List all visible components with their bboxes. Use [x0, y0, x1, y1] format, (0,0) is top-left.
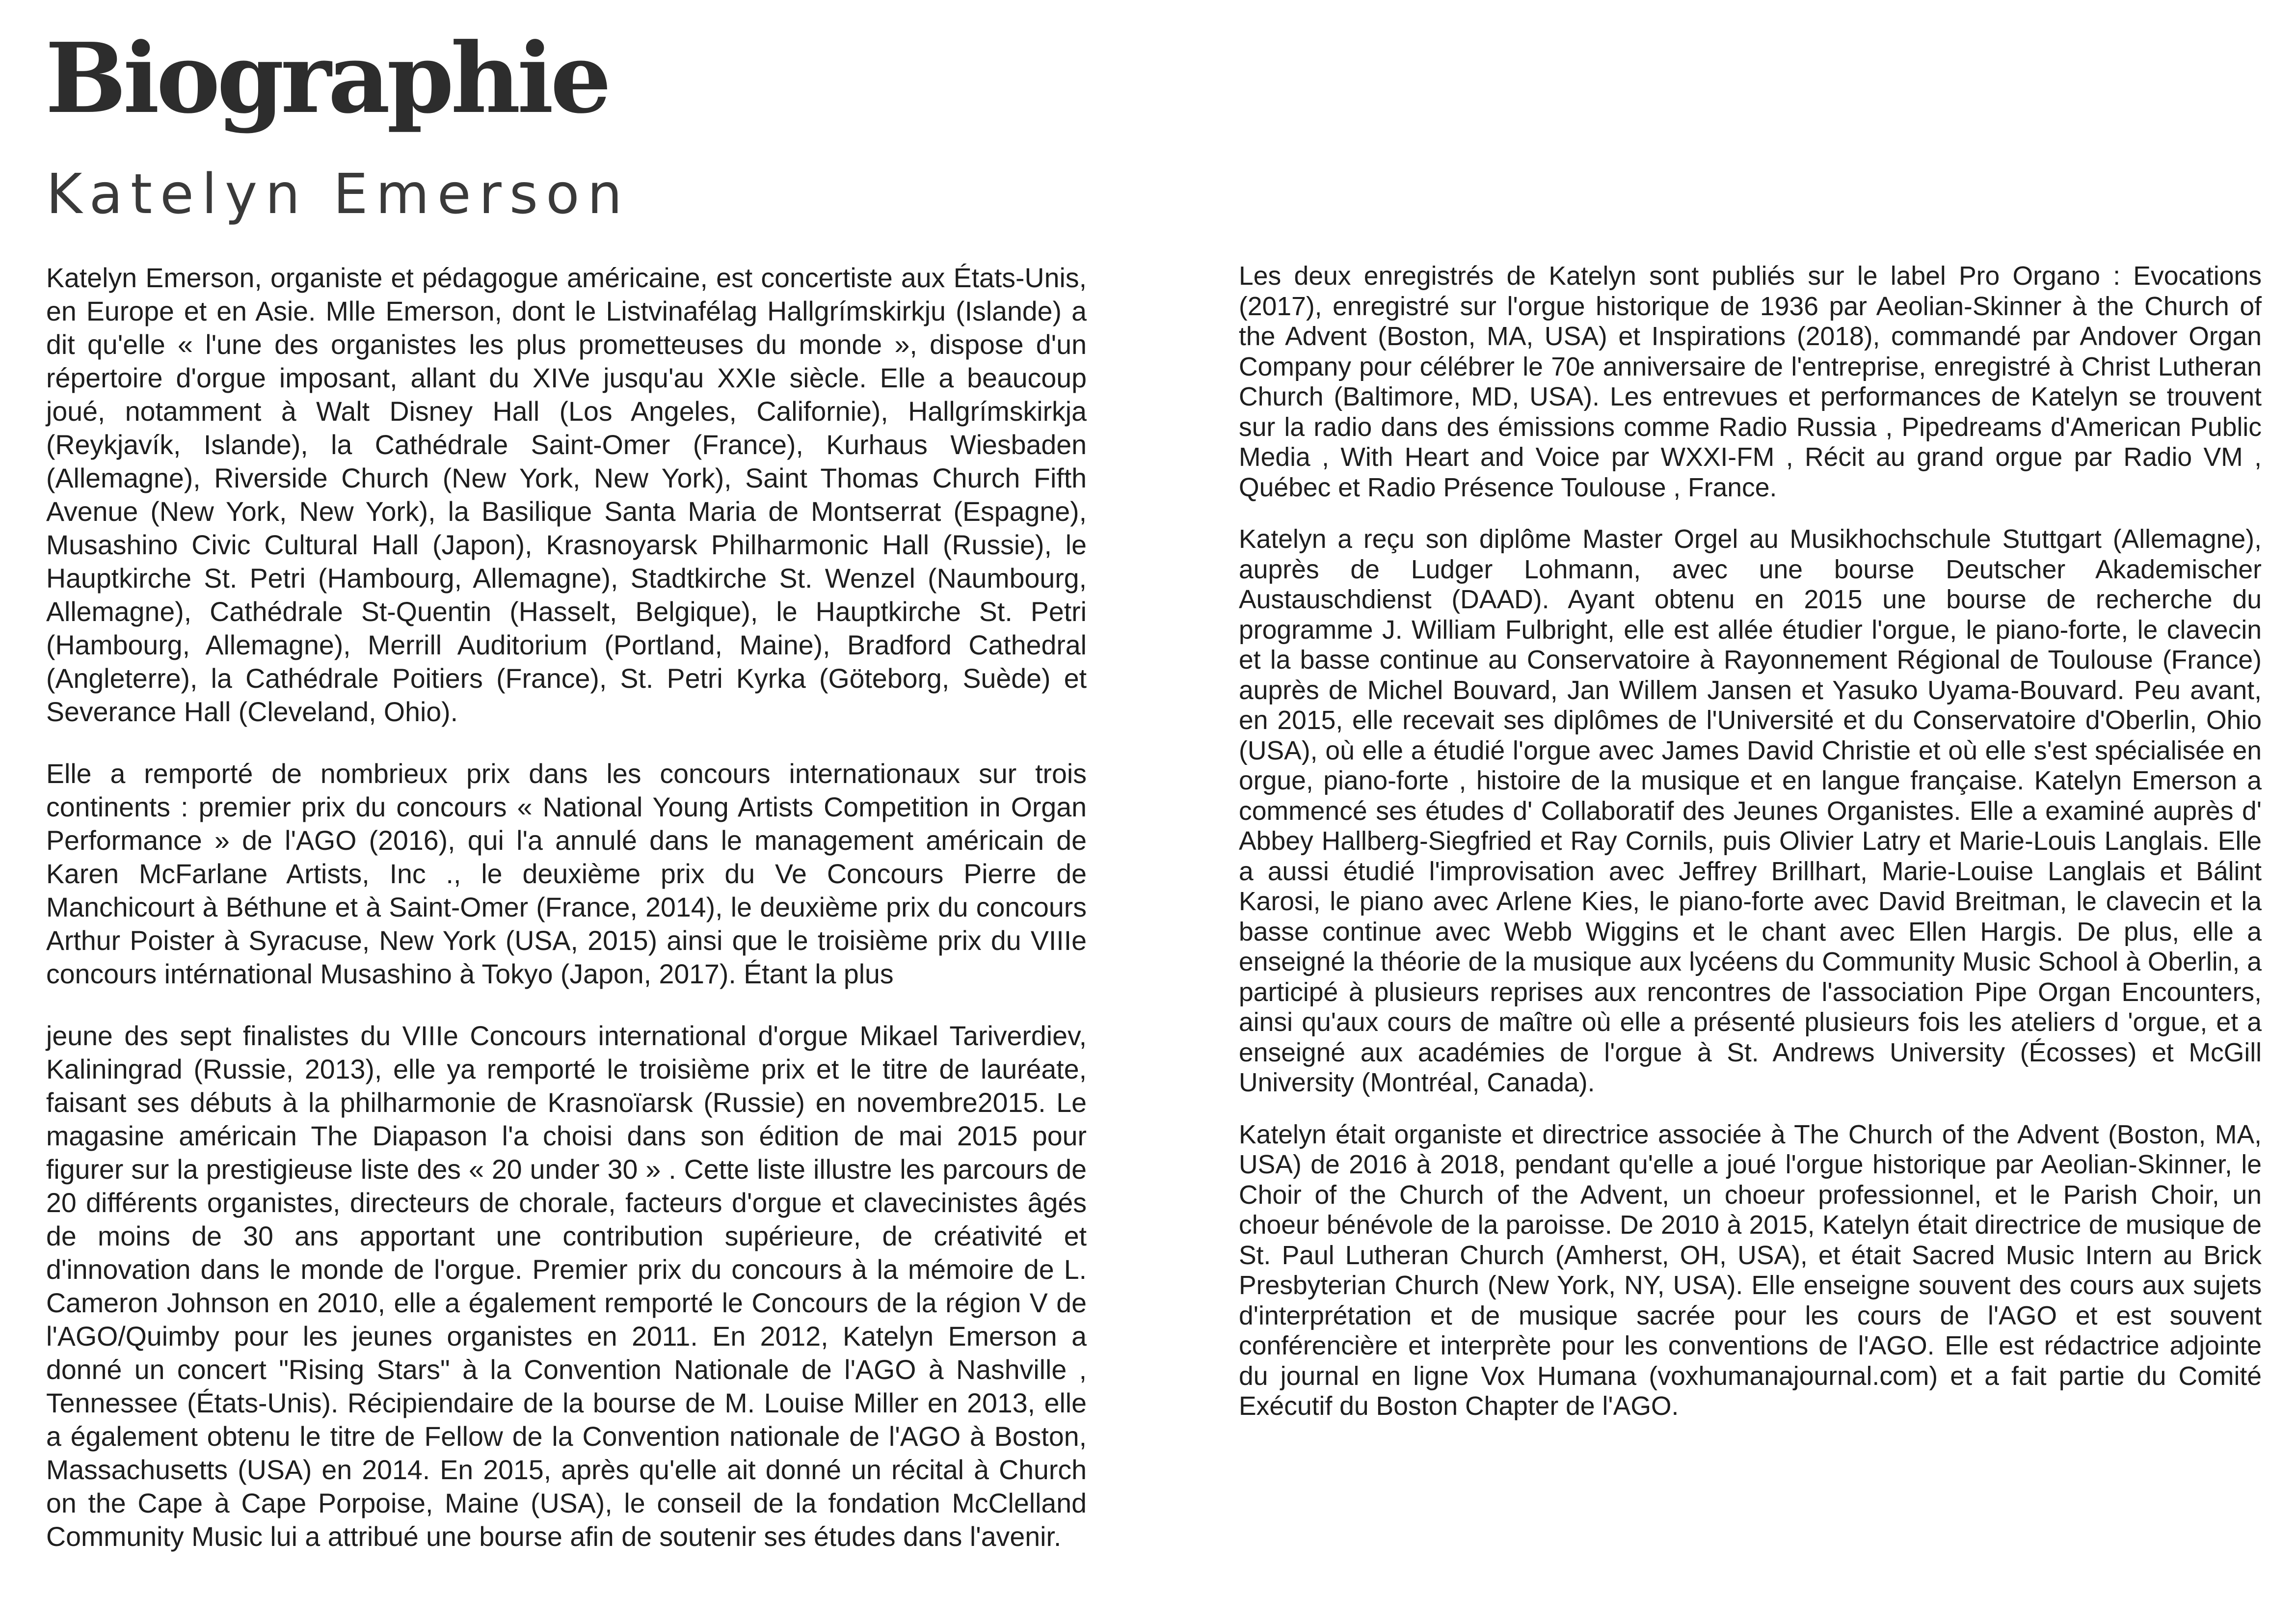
page-title: Biographie	[45, 22, 608, 135]
right-column	[1239, 261, 2262, 1443]
biography-paragraph: jeune des sept finalistes du VIIIe Concours international d'orgue Mikael Tariverdiev, Kaliningrad (Russie, 2013), elle ya remporté le troisième prix et le titre de lauréate, faisant ses débuts à la philharmonie de Krasnoïarsk (Russie) en novembre2015. Le magasine américain The Diapason l'a choisi dans son édition de mai 2015 pour figurer sur la prestigieuse liste des « 20 under 30 » . Cette liste illustre les parcours de 20 différents organistes, directeurs de chorale, facteurs d'orgue et clavecinistes âgés de moins de 30 ans apportant une contribution supérieure, de créativité et d'innovation dans le monde de l'orgue. Premier prix du concours à la mémoire de L. Cameron Johnson en 2010, elle a également remporté le Concours de la région V de l'AGO/Quimby pour les jeunes organistes en 2011. En 2012, Katelyn Emerson a donné un concert "Rising Stars" à la Convention Nationale de l'AGO à Nashville , Tennessee (États-Unis). Récipiendaire de la bourse de M. Louise Miller en 2013, elle a également obtenu le titre de Fellow de la Convention nationale de l'AGO à Boston, Massachusetts (USA) en 2014. En 2015, après qu'elle ait donné un récital à Church on the Cape à Cape Porpoise, Maine (USA), le conseil de la fondation McClelland Community Music lui a attribué une bourse afin de soutenir ses études dans l'avenir.	[46, 1021, 1087, 1552]
biography-paragraph: Elle a remporté de nombrieux prix dans les concours internationaux sur trois continents : premier prix du concours « National Young Artists Competition in Organ Performance » de l'AGO (2016), qui l'a annulé dans le management américain de Karen McFarlane Artists, Inc ., le deuxième prix du Ve Concours Pierre de Manchicourt à Béthune et à Saint-Omer (France, 2014), le deuxième prix du concours Arthur Poister à Syracuse, New York (USA, 2015) ainsi que le troisième prix du VIIIe concours intérnational Musashino à Tokyo (Japon, 2017). Étant la plus	[46, 758, 1087, 989]
left-column	[46, 261, 1087, 1582]
biography-paragraph: Katelyn a reçu son diplôme Master Orgel au Musikhochschule Stuttgart (Allemagne), auprès de Ludger Lohmann, avec une bourse Deutscher Akademischer Austauschdienst (DAAD). Ayant obtenu en 2015 une bourse de recherche du programme J. William Fulbright, elle est allée étudier l'orgue, le piano-forte, le clavecin et la basse continue au Conservatoire à Rayonnement Régional de Toulouse (France) auprès de Michel Bouvard, Jan Willem Jansen et Yasuko Uyama-Bouvard. Peu avant, en 2015, elle recevait ses diplômes de l'Université et du Conservatoire d'Oberlin, Ohio (USA), où elle a étudié l'orgue avec James David Christie et où elle s'est spécialisée en orgue, piano-forte , histoire de la musique et en langue française. Katelyn Emerson a commencé ses études d' Collaboratif des Jeunes Organistes. Elle a examiné auprès d' Abbey Hallberg-Siegfried et Ray Cornils, puis Olivier Latry et Marie-Louis Langlais. Elle a aussi étudié l'improvisation avec Jeffrey Brillhart, Marie-Louise Langlais et Bálint Karosi, le piano avec Arlene Kies, le piano-forte avec David Breitman, le clavecin et la basse continue avec Webb Wiggins et le chant avec Ellen Hargis. De plus, elle a enseigné la théorie de la musique aux lycéens du Community Music School à Oberlin, a participé à plusieurs reprises aux rencontres de l'association Pipe Organ Encounters, ainsi qu'aux cours de maître où elle a présenté plusieurs fois les ateliers d 'orgue, et a enseigné aux académies de l'orgue à St. Andrews University (Écosses) et McGill University (Montréal, Canada).	[1239, 525, 2262, 1097]
biography-paragraph: Katelyn Emerson, organiste et pédagogue américaine, est concertiste aux États-Unis, en Europe et en Asie. Mlle Emerson, dont le Listvinafélag Hallgrímskirkju (Islande) a dit qu'elle « l'une des organistes les plus prometteuses du monde », dispose d'un répertoire d'orgue imposant, allant du XIVe jusqu'au XXIe siècle. Elle a beaucoup joué, notamment à Walt Disney Hall (Los Angeles, Californie), Hallgrímskirkja (Reykjavík, Islande), la Cathédrale Saint-Omer (France), Kurhaus Wiesbaden (Allemagne), Riverside Church (New York, New York), Saint Thomas Church Fifth Avenue (New York, New York), la Basilique Santa Maria de Montserrat (Espagne), Musashino Civic Cultural Hall (Japon), Krasnoyarsk Philharmonic Hall (Russie), le Hauptkirche St. Petri (Hambourg, Allemagne), Stadtkirche St. Wenzel (Naumbourg, Allemagne), Cathédrale St-Quentin (Hasselt, Belgique), le Hauptkirche St. Petri (Hambourg, Allemagne), Merrill Auditorium (Portland, Maine), Bradford Cathedral (Angleterre), la Cathédrale Poitiers (France), St. Petri Kyrka (Göteborg, Suède) et Severance Hall (Cleveland, Ohio).	[46, 263, 1087, 727]
biography-paragraph: Katelyn était organiste et directrice associée à The Church of the Advent (Boston, MA, USA) de 2016 à 2018, pendant qu'elle a joué l'orgue historique par Aeolian-Skinner, le Choir of the Church of the Advent, un choeur professionnel, et le Parish Choir, un choeur bénévole de la paroisse. De 2010 à 2015, Katelyn était directrice de musique de St. Paul Lutheran Church (Amherst, OH, USA), et était Sacred Music Intern au Brick Presbyterian Church (New York, NY, USA). Elle enseigne souvent des cours aux sujets d'interprétation et de musique sacrée pour les cours de l'AGO et est souvent conférencière et interprète pour les conventions de l'AGO. Elle est rédactrice adjointe du journal en ligne Vox Humana (voxhumanajournal.com) et a fait partie du Comité Exécutif du Boston Chapter de l'AGO.	[1239, 1120, 2262, 1421]
artist-name: Katelyn Emerson	[46, 162, 630, 226]
biography-paragraph: Les deux enregistrés de Katelyn sont publiés sur le label Pro Organo : Evocations (2017), enregistré sur l'orgue historique de 1936 par Aeolian-Skinner à the Church of the Advent (Boston, MA, USA) et Inspirations (2018), commandé par Andover Organ Company pour célébrer le 70e anniversaire de l'entreprise, enregistré à Christ Lutheran Church (Baltimore, MD, USA). Les entrevues et performances de Katelyn se trouvent sur la radio dans des émissions comme Radio Russia , Pipedreams d'American Public Media , With Heart and Voice par WXXI-FM , Récit au grand orgue par Radio VM , Québec et Radio Présence Toulouse , France.	[1239, 262, 2262, 502]
